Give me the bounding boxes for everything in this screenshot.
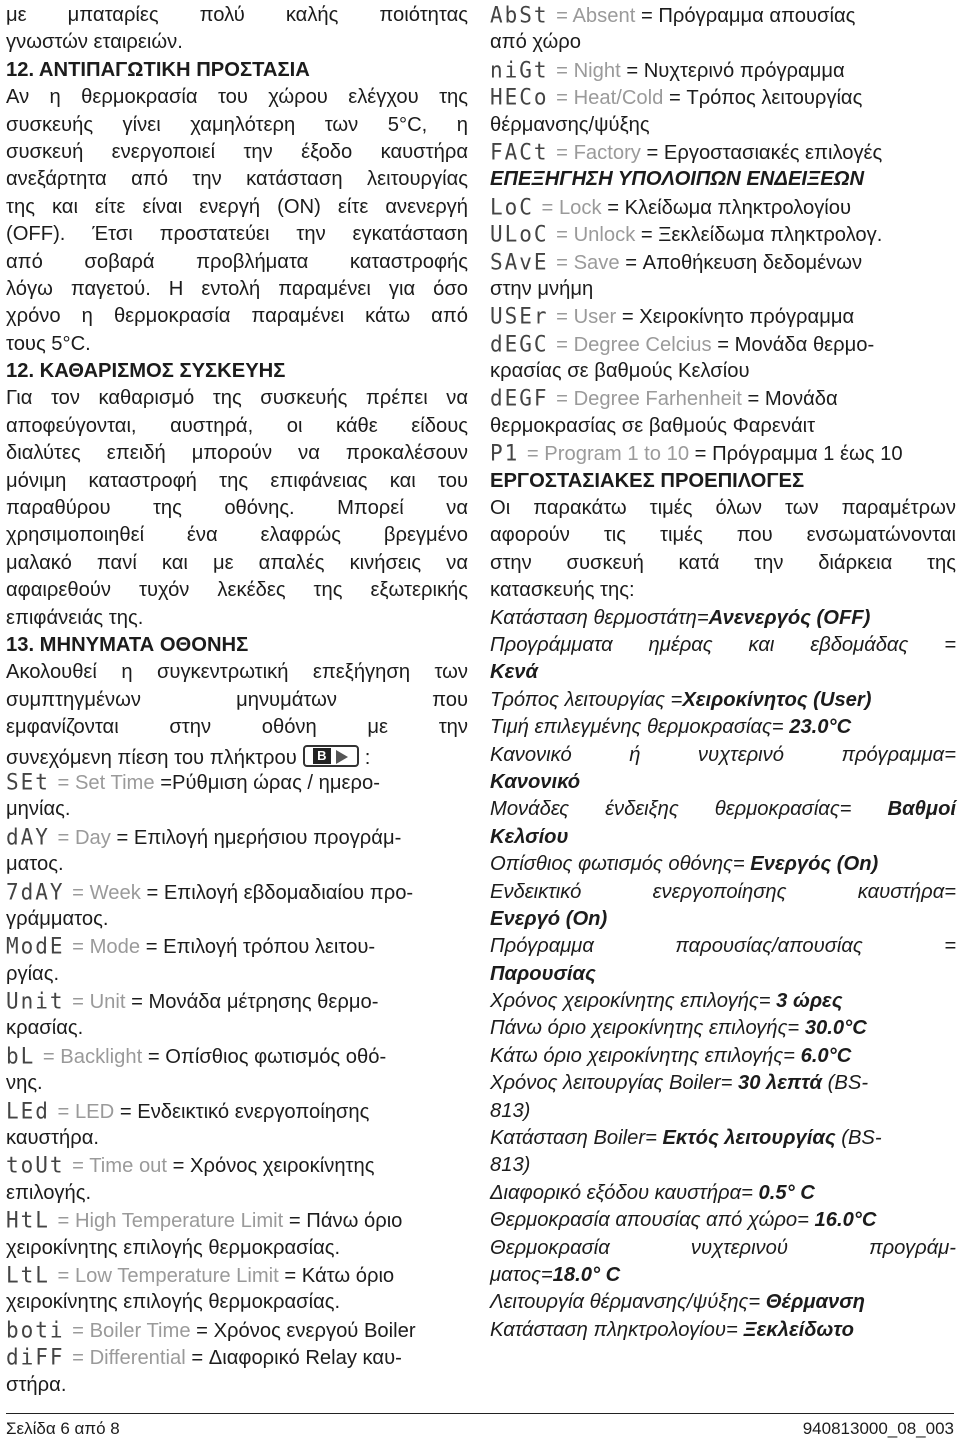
text-line [6, 303, 468, 330]
play-arrow-icon [336, 750, 348, 764]
greek-meaning: = Χρόνος χειροκίνητης [172, 1155, 375, 1178]
text-line [6, 796, 468, 823]
lcd-code: SAvE [490, 248, 549, 275]
text-line [6, 29, 468, 56]
text-line [6, 166, 468, 193]
english-term: = Factory [550, 141, 647, 164]
text-line [6, 1207, 468, 1234]
text-line [490, 769, 956, 796]
text-line [6, 851, 468, 878]
english-term: = Absent [550, 5, 641, 27]
text-line [490, 659, 956, 686]
text: (OFF). Έτσι προστατεύει την εγκατάσταση [6, 223, 468, 246]
text-line [490, 632, 956, 659]
text-line [6, 714, 468, 741]
setting-label: Κατάσταση θερμοστάτη= [490, 606, 709, 629]
text: : [364, 746, 371, 769]
greek-meaning: = Πάνω όριο [288, 1210, 403, 1233]
english-term: = Differential [66, 1347, 192, 1370]
setting-label: 813) [490, 1154, 531, 1177]
text-line [490, 961, 956, 988]
lcd-code: boti [6, 1317, 65, 1343]
text-line [490, 1235, 956, 1262]
text-line [6, 84, 468, 111]
lcd-code: AbSt [490, 2, 549, 28]
text-line [6, 550, 468, 577]
text: παραθύρου της οθόνης. Μπορεί να [6, 497, 468, 520]
b-key-letter: B [313, 748, 331, 764]
english-term: = Unlock [550, 224, 641, 247]
setting-value: Κενά [490, 661, 538, 684]
text-line [6, 57, 468, 84]
section-heading: ΕΠΕΞΗΓΗΣΗ ΥΠΟΛΟΙΠΩΝ ΕΝΔΕΙΞΕΩΝ [490, 168, 865, 191]
greek-meaning: = Επιλογή εβδομαδιαίου προ- [146, 881, 414, 904]
text: με μπαταρίες πολύ καλής ποιότητας [6, 4, 468, 26]
text-line [6, 221, 468, 248]
greek-meaning: = Μονάδα μέτρησης θερμο- [131, 991, 379, 1014]
text-line [6, 1372, 468, 1399]
greek-meaning: = Πρόγραμμα απουσίας [640, 5, 856, 27]
section-heading: 13. ΜΗΝΥΜΑΤΑ ΟΘΟΝΗΣ [6, 633, 249, 656]
lcd-code: dAY [6, 824, 50, 850]
text: μόνιμη καταστροφή της επιφάνειας και του [6, 469, 468, 492]
greek-meaning: = Μονάδα θερμο- [717, 333, 875, 356]
english-term: = Program 1 to 10 [521, 443, 695, 466]
greek-meaning: = Χειροκίνητο πρόγραμμα [621, 306, 855, 329]
setting-value: Ανενεργός (OFF) [708, 606, 871, 629]
greek-meaning: = Πρόγραμμα 1 έως 10 [694, 443, 903, 466]
text: Ακολουθεί η συγκεντρωτική επεξήγηση των [6, 661, 468, 684]
text-line [6, 276, 468, 303]
setting-label: Μονάδες ένδειξης θερμοκρασίας= [490, 798, 852, 821]
text-line [6, 1125, 468, 1152]
text-line [490, 57, 956, 84]
text-line [490, 413, 956, 440]
document-code: 940813000_08_003 [802, 1419, 954, 1438]
text: ματος. [6, 853, 64, 876]
text-line [490, 303, 956, 330]
text-line [490, 194, 956, 221]
text-line [490, 1098, 956, 1125]
text: από σοβαρά προβλήματα καταστροφής [6, 250, 468, 273]
text-line [6, 933, 468, 960]
section-heading: 12. ΑΝΤΙΠΑΓΩΤΙΚΗ ΠΡΟΣΤΑΣΙΑ [6, 58, 310, 81]
lcd-code: USEr [490, 303, 549, 329]
text: νης. [6, 1072, 43, 1095]
right-column [490, 2, 956, 1344]
text-line [490, 742, 956, 769]
setting-value: Ξεκλείδωτο [737, 1318, 854, 1341]
text: λόγω παγετού. Η εντολή παραμένει για όσο [6, 277, 468, 300]
text-line [490, 249, 956, 276]
text-line [6, 1344, 468, 1371]
text: θερμοκρασίας σε βαθμούς Φαρενάιτ [490, 414, 816, 437]
english-term: = Degree Farhenheit [550, 388, 748, 411]
text-line [490, 605, 956, 632]
lcd-code: LtL [6, 1262, 50, 1288]
text: διαλύτες επειδή μπορούν να προκαλέσουν [6, 442, 468, 465]
text-line [490, 1152, 956, 1179]
setting-label: Προγράμματα ημέρας και εβδομάδας = [490, 633, 956, 656]
setting-value: Χειροκίνητος (User) [682, 688, 872, 711]
page-number: Σελίδα 6 από 8 [6, 1419, 120, 1438]
setting-value: 30.0°C [799, 1017, 867, 1040]
greek-meaning: = Οπίσθιος φωτισμός οθό- [147, 1045, 387, 1068]
text-line [490, 385, 956, 412]
text-line [6, 687, 468, 714]
lcd-code: diFF [6, 1344, 65, 1370]
lcd-code: Unit [6, 988, 65, 1014]
text-line [6, 632, 468, 659]
lcd-code: LoC [490, 194, 534, 220]
text-line [490, 1070, 956, 1097]
text: Οι παρακάτω τιμές όλων των παραμέτρων [490, 497, 956, 520]
text-line [490, 1043, 956, 1070]
text-line [490, 331, 956, 358]
text: τους 5°C. [6, 332, 91, 355]
footer-rule [6, 1413, 954, 1414]
lcd-code: ULoC [490, 221, 549, 247]
english-term: = Heat/Cold [550, 87, 669, 110]
text-line [490, 522, 956, 549]
text: επιφάνειάς της. [6, 606, 144, 629]
setting-label: Κατάσταση Boiler= [490, 1127, 657, 1150]
lcd-code: dEGC [490, 331, 549, 357]
text-line [490, 550, 956, 577]
setting-label: Κάτω όριο χειροκίνητης επιλογής= [490, 1044, 795, 1067]
lcd-code: FACt [490, 139, 549, 165]
text-line [6, 249, 468, 276]
text-line [6, 879, 468, 906]
english-term: = Mode [66, 936, 146, 959]
setting-value: Ενεργό (On) [490, 907, 608, 930]
text: επιλογής. [6, 1181, 92, 1204]
setting-label: Πάνω όριο χειροκίνητης επιλογής= [490, 1017, 800, 1040]
left-column [6, 2, 468, 1399]
b-key-icon [303, 745, 359, 767]
greek-meaning: = Νυχτερινό πρόγραμμα [626, 59, 845, 82]
setting-value: 18.0° C [552, 1263, 621, 1286]
text: συσκευή ενεργοποιεί την έξοδο καυστήρα [6, 140, 468, 163]
setting-value: 0.5° C [752, 1181, 815, 1204]
text: στήρα. [6, 1373, 67, 1396]
lcd-code: HtL [6, 1207, 50, 1233]
text-line [490, 468, 956, 495]
greek-meaning: = Τρόπος λειτουργίας [668, 87, 863, 110]
text-line [6, 1180, 468, 1207]
setting-label: Ενδεικτικό ενεργοποίησης καυστήρα= [490, 880, 956, 903]
text-line [6, 1289, 468, 1316]
text-line [6, 659, 468, 686]
text-line [490, 276, 956, 303]
setting-value: Κανονικό [490, 770, 581, 793]
text-line [6, 988, 468, 1015]
text: χρόνο η θερμοκρασία παραμένει κάτω από [6, 305, 468, 328]
setting-note: (BS- [822, 1072, 869, 1095]
setting-label: ματος= [490, 1263, 553, 1286]
text-line [6, 769, 468, 796]
text-line [6, 331, 468, 358]
text: μηνίας. [6, 798, 71, 821]
setting-label: Κατάσταση πληκτρολογίου= [490, 1318, 738, 1341]
text-line [6, 522, 468, 549]
lcd-code: SEt [6, 769, 50, 795]
setting-value: 6.0°C [794, 1044, 852, 1067]
text-line [490, 1262, 956, 1289]
setting-label: Τρόπος λειτουργίας = [490, 688, 683, 711]
setting-value: 23.0°C [783, 716, 852, 739]
english-term: = Degree Celcius [550, 333, 718, 356]
setting-label: Χρόνος λειτουργίας Boiler= [490, 1072, 733, 1095]
text-line [6, 1015, 468, 1042]
setting-label: Τιμή επιλεγμένης θερμοκρασίας= [490, 716, 784, 739]
setting-value: Κελσίου [490, 825, 569, 848]
english-term: = Save [550, 251, 626, 274]
text: κατασκευής της: [490, 579, 635, 602]
text: της και είτε είναι ενεργή (ON) είτε ανενεργή [6, 195, 468, 218]
text: εμφανίζονται στην οθόνη με την [6, 716, 468, 739]
lcd-code: toUt [6, 1152, 65, 1178]
text: θέρμανσης/ψύξης [490, 113, 650, 136]
section-heading: 12. ΚΑΘΑΡΙΣΜΟΣ ΣΥΣΚΕΥΗΣ [6, 360, 286, 383]
lcd-code: P1 [490, 440, 520, 466]
setting-label: Χρόνος χειροκίνητης επιλογής= [490, 990, 771, 1013]
text: μαλακό πανί και με απαλές κινήσεις να [6, 551, 468, 574]
lcd-code: 7dAY [6, 878, 65, 905]
setting-value: 16.0°C [808, 1209, 877, 1232]
setting-label: Θερμοκρασία απουσίας από χώρο= [490, 1209, 809, 1232]
text-line [6, 358, 468, 385]
text-line [490, 358, 956, 385]
text-line [490, 166, 956, 193]
greek-meaning: = Εργοστασιακές επιλογές [646, 141, 883, 164]
text-line [6, 440, 468, 467]
text-line [6, 1098, 468, 1125]
text-line [490, 440, 956, 467]
text-line [6, 1262, 468, 1289]
lcd-code: niGt [490, 57, 549, 83]
text: από χώρο [490, 31, 581, 54]
text-line [490, 139, 956, 166]
text: κρασίας σε βαθμούς Κελσίου [490, 360, 750, 383]
text-line [490, 577, 956, 604]
text: στην μνήμη [490, 277, 594, 300]
text-line [6, 1317, 468, 1344]
lcd-code: dEGF [490, 385, 549, 412]
text-line [6, 961, 468, 988]
text: ργίας. [6, 962, 60, 985]
english-term: = High Temperature Limit [51, 1210, 289, 1233]
text: στην συσκευή κατά την διάρκεια της [490, 551, 956, 574]
setting-note: (BS- [835, 1127, 882, 1150]
greek-meaning: = Αποθήκευση δεδομένων [625, 251, 863, 274]
text-line [6, 1152, 468, 1179]
text-line [6, 742, 468, 769]
text: χρησιμοποιηθεί ένα ελαφρώς βρεγμένο [6, 524, 468, 547]
text-line [490, 824, 956, 851]
section-heading: ΕΡΓΟΣΤΑΣΙΑΚΕΣ ΠΡΟΕΠΙΛΟΓΕΣ [490, 469, 805, 492]
text: ανεξάρτητα από την κατάσταση λειτουργίας [6, 168, 468, 191]
text-line [6, 139, 468, 166]
text: αφαιρεθούν τυχόν λεκέδες της εξωτερικής [6, 579, 468, 602]
lcd-code: bL [6, 1043, 36, 1069]
text: συσκευής γίνει χαμηλότερη των 5°C, η [6, 113, 468, 136]
lcd-code: LEd [6, 1097, 50, 1124]
text-line [6, 194, 468, 221]
text-line [6, 577, 468, 604]
setting-value: Βαθμοί [851, 798, 957, 821]
text-line [490, 2, 956, 29]
setting-value: 30 λεπτά [732, 1072, 823, 1095]
english-term: = Low Temperature Limit [51, 1264, 285, 1287]
text-line [490, 495, 956, 522]
greek-meaning: =Ρύθμιση ώρας / ημερο- [160, 771, 380, 794]
english-term: = Boiler Time [66, 1319, 197, 1342]
text: γνωστών εταιρειών. [6, 31, 183, 54]
greek-meaning: = Χρόνος ενεργού Boiler [196, 1319, 416, 1342]
setting-value: 3 ώρες [770, 990, 843, 1013]
text-line [6, 2, 468, 29]
text-line [6, 1043, 468, 1070]
text: συνεχόμενη πίεση του πλήκτρου [6, 746, 297, 769]
setting-label: Διαφορικό εξόδου καυστήρα= [490, 1181, 753, 1204]
english-term: = Unit [66, 991, 132, 1014]
text-line [6, 495, 468, 522]
text-line [490, 796, 956, 823]
text: αποφεύγονται, αυστηρά, οι κάθε είδους [6, 414, 468, 437]
greek-meaning: = Ξεκλείδωμα πληκτρολογ. [640, 224, 883, 247]
greek-meaning: = Επιλογή τρόπου λειτου- [145, 936, 376, 959]
setting-label: 813) [490, 1099, 531, 1122]
greek-meaning: = Ενδεικτικό ενεργοποίησης [119, 1100, 370, 1123]
text-line [6, 824, 468, 851]
text: συμπτηγμένων μηνυμάτων που [6, 688, 468, 711]
english-term: = Day [51, 826, 117, 849]
text-line [6, 468, 468, 495]
text: Για τον καθαρισμό της συσκευής πρέπει να [6, 387, 468, 410]
text-line [490, 112, 956, 139]
english-term: = Week [66, 881, 147, 904]
text-line [490, 221, 956, 248]
text-line [6, 112, 468, 139]
text: κρασίας. [6, 1017, 84, 1040]
text-line [490, 988, 956, 1015]
setting-label: Κανονικό ή νυχτερινό πρόγραμμα= [490, 743, 956, 766]
text-line [6, 906, 468, 933]
lcd-code: HECo [490, 84, 549, 110]
text-line [490, 687, 956, 714]
text-line [490, 933, 956, 960]
text: γράμματος. [6, 907, 109, 930]
text-line [490, 1180, 956, 1207]
greek-meaning: = Κλείδωμα πληκτρολογίου [607, 196, 852, 219]
english-term: = Lock [535, 196, 608, 219]
greek-meaning: = Μονάδα [747, 388, 838, 411]
greek-meaning: = Επιλογή ημερήσιου προγράμ- [116, 826, 402, 849]
english-term: = Night [550, 59, 627, 82]
text-line [490, 1207, 956, 1234]
english-term: = Set Time [51, 771, 161, 794]
text-line [6, 605, 468, 632]
text-line [490, 714, 956, 741]
setting-value: Εκτός λειτουργίας [656, 1127, 836, 1150]
text-line [490, 851, 956, 878]
greek-meaning: = Κάτω όριο [284, 1264, 395, 1287]
text-line [6, 1070, 468, 1097]
text: αφορούν τις τιμές που ενσωματώνονται [490, 524, 956, 547]
text: χειροκίνητης επιλογής θερμοκρασίας. [6, 1236, 341, 1259]
setting-value: Θέρμανση [760, 1291, 865, 1314]
lcd-code: ModE [6, 933, 65, 959]
greek-meaning: = Διαφορικό Relay καυ- [191, 1347, 402, 1370]
text: καυστήρα. [6, 1127, 99, 1150]
english-term: = LED [51, 1100, 120, 1123]
text-line [6, 1235, 468, 1262]
text-line [490, 1317, 956, 1344]
text-line [490, 29, 956, 56]
text-line [490, 84, 956, 111]
text-line [6, 413, 468, 440]
text-line [490, 1289, 956, 1316]
setting-value: Παρουσίας [490, 962, 596, 985]
english-term: = Backlight [37, 1045, 148, 1068]
text-line [6, 385, 468, 412]
setting-label: Οπίσθιος φωτισμός οθόνης= [490, 853, 745, 876]
text: χειροκίνητης επιλογής θερμοκρασίας. [6, 1291, 341, 1314]
english-term: = User [550, 306, 622, 329]
english-term: = Time out [66, 1155, 173, 1178]
setting-label: Θερμοκρασία νυχτερινού προγράμ- [490, 1236, 956, 1259]
text: Αν η θερμοκρασία του χώρου ελέγχου της [6, 86, 468, 109]
text-line [490, 879, 956, 906]
setting-label: Πρόγραμμα παρουσίας/απουσίας = [490, 935, 956, 958]
setting-label: Λειτουργία θέρμανσης/ψύξης= [490, 1291, 761, 1314]
setting-value: Ενεργός (On) [744, 853, 879, 876]
text-line [490, 1015, 956, 1042]
text-line [490, 906, 956, 933]
text-line [490, 1125, 956, 1152]
